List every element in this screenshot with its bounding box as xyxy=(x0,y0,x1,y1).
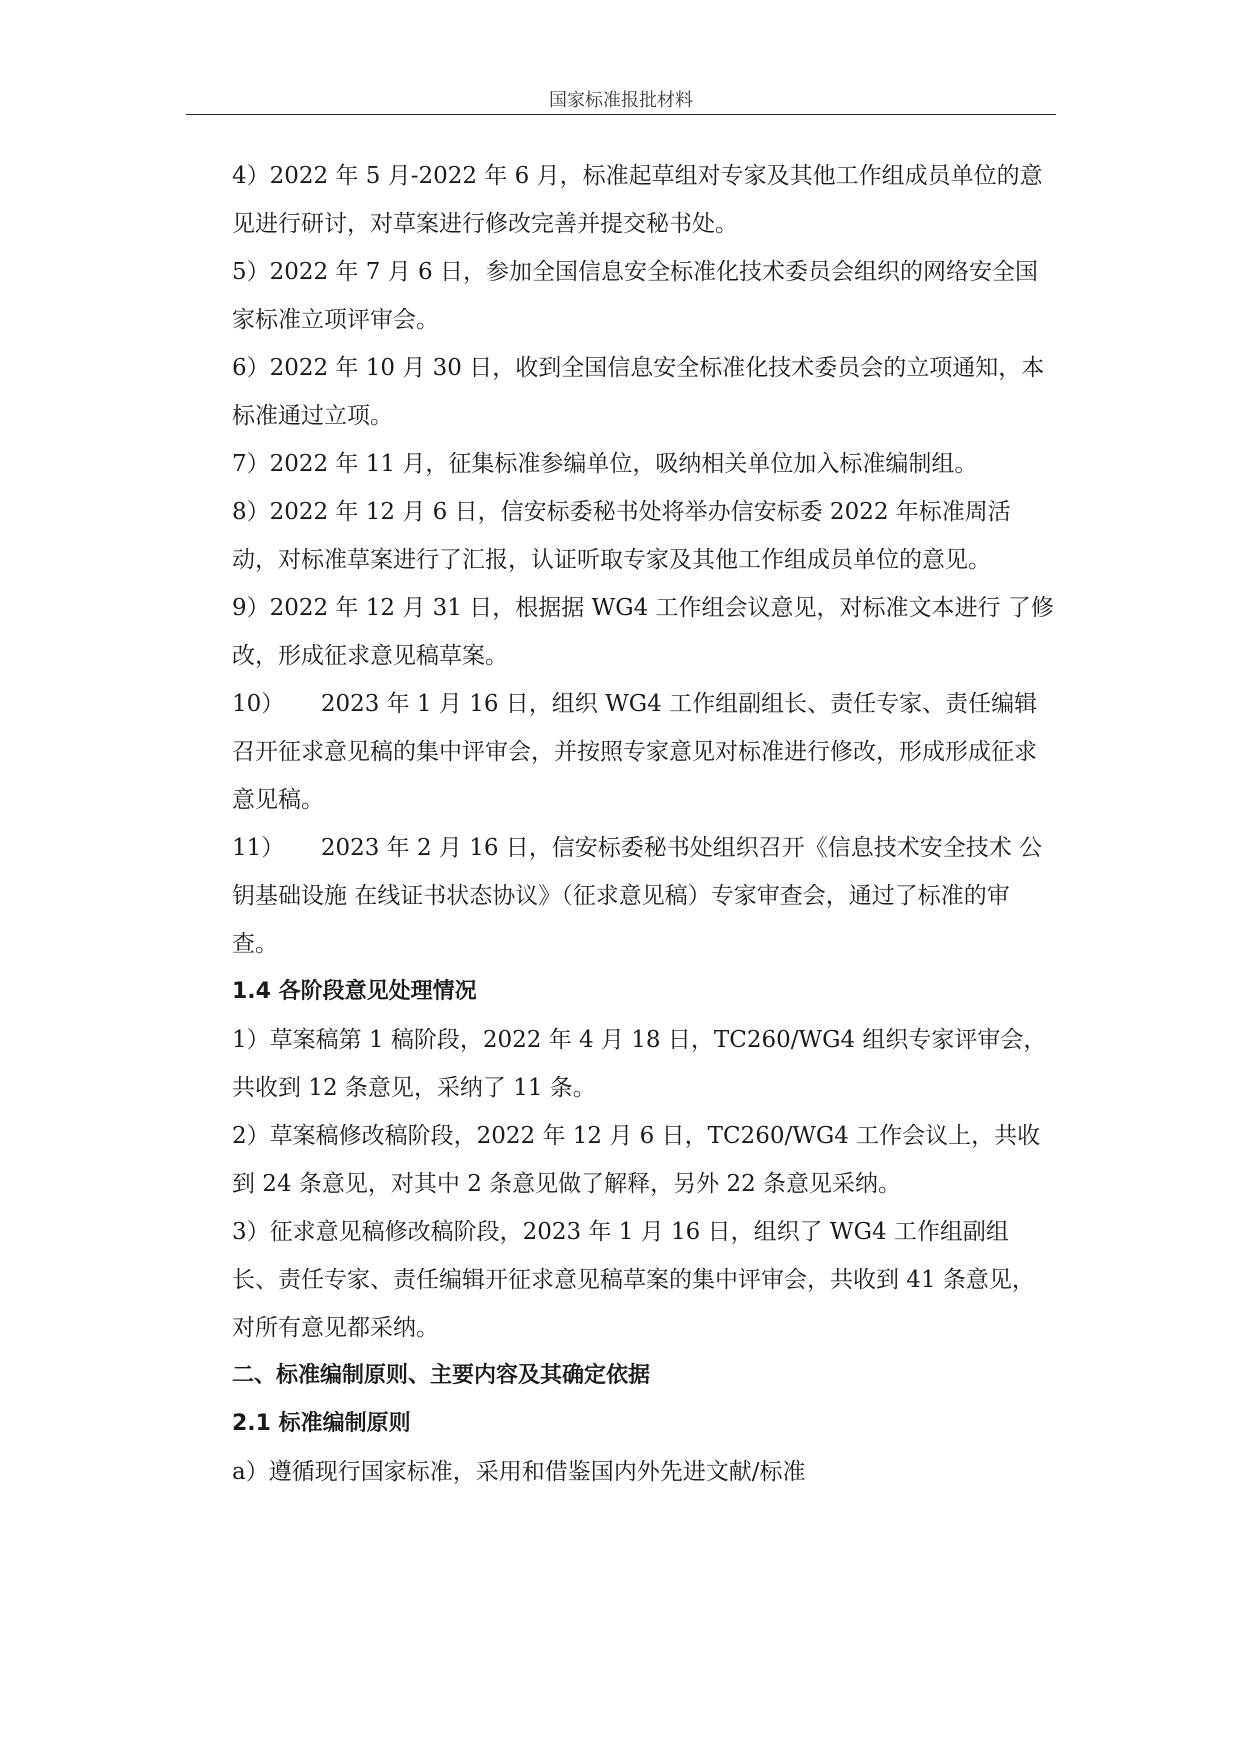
header-title: 国家标准报批材料 xyxy=(549,90,693,111)
paragraph-item-8: 8）2022 年 12 月 6 日，信安标委秘书处将举办信安标委 2022 年标准周活动，对标准草案进行了汇报，认证听取专家及其他工作组成员单位的意见。 xyxy=(232,499,1011,573)
paragraph-item-10: 10） 2023 年 1 月 16 日，组织 WG4 工作组副组长、责任专家、责任编辑召开征求意见稿的集中评审会，并按照专家意见对标准进行修改，形成形成征求意见稿。 xyxy=(232,691,1038,813)
header-rule xyxy=(186,114,1056,115)
paragraph-item-4: 4）2022 年 5 月-2022 年 6 月，标准起草组对专家及其他工作组成员单位的意见进行研讨，对草案进行修改完善并提交秘书处。 xyxy=(232,163,1043,237)
paragraph-item-5: 5）2022 年 7 月 6 日，参加全国信息安全标准化技术委员会组织的网络安全国家标准立项评审会。 xyxy=(232,259,1038,333)
paragraph-item-11: 11） 2023 年 2 月 16 日，信安标委秘书处组织召开《信息技术安全技术 公钥基础设施 在线证书状态协议》（征求意见稿）专家审查会，通过了标准的审查。 xyxy=(232,835,1043,957)
document-body xyxy=(232,152,1054,1496)
chapter-heading-2: 二、标准编制原则、主要内容及其确定依据 xyxy=(232,1363,651,1388)
paragraph-item-6: 6）2022 年 10 月 30 日，收到全国信息安全标准化技术委员会的立项通知，本标准通过立项。 xyxy=(232,355,1045,429)
comment-stage-3: 3）征求意见稿修改稿阶段，2023 年 1 月 16 日，组织了 WG4 工作组副组长、责任专家、责任编辑开征求意见稿草案的集中评审会，共收到 41 条意见，对所有意见都采纳。 xyxy=(232,1219,1035,1341)
section-heading-2-1: 2.1 标准编制原则 xyxy=(232,1411,411,1436)
principle-item-a: a）遵循现行国家标准，采用和借鉴国内外先进文献/标准 xyxy=(232,1459,806,1485)
paragraph-item-9: 9）2022 年 12 月 31 日，根据据 WG4 工作组会议意见，对标准文本进行 了修改，形成征求意见稿草案。 xyxy=(232,595,1054,669)
section-heading-1-4: 1.4 各阶段意见处理情况 xyxy=(232,979,477,1004)
comment-stage-1: 1）草案稿第 1 稿阶段，2022 年 4 月 18 日，TC260/WG4 组织专家评审会，共收到 12 条意见，采纳了 11 条。 xyxy=(232,1027,1047,1101)
paragraph-item-7: 7）2022 年 11 月，征集标准参编单位，吸纳相关单位加入标准编制组。 xyxy=(232,451,978,477)
comment-stage-2: 2）草案稿修改稿阶段，2022 年 12 月 6 日，TC260/WG4 工作会议上，共收到 24 条意见，对其中 2 条意见做了解释，另外 22 条意见采纳。 xyxy=(232,1123,1041,1197)
